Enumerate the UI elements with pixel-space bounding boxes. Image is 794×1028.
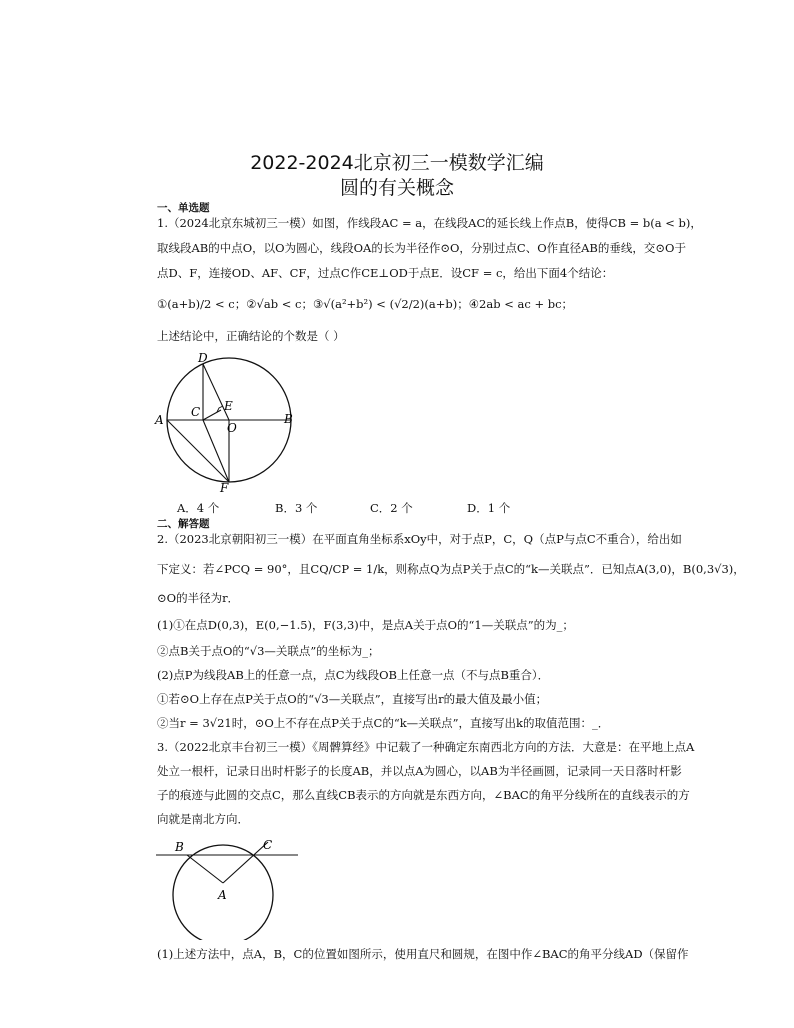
q2-line-2: 下定义：若∠PCQ = 90°，且CQ/CP = 1/k，则称点Q为点P关于点C的“k—关联点”．已知点A(3,0)，B(0,3√3)，: [157, 562, 745, 576]
label-b: B: [175, 840, 184, 854]
q1-option-a: A．4 个: [177, 501, 220, 515]
label-d: D: [198, 351, 208, 365]
section-answer: 二、解答题: [157, 518, 210, 530]
segment-ab: [187, 855, 223, 883]
segment-af: [167, 420, 229, 482]
q2-line-1: 2.（2023北京朝阳初三一模）在平面直角坐标系xOy中，对于点P，C，Q（点P与点C不重合），给出如: [157, 532, 682, 546]
document-title: 2022-2024北京初三一模数学汇编: [250, 152, 544, 174]
q3-circle-figure: [150, 835, 305, 940]
segment-cf: [203, 420, 229, 482]
q1-option-b: B．3 个: [275, 501, 318, 515]
q3-line-3: 子的痕迹与此圆的交点C，那么直线CB表示的方向就是东西方向，∠BAC的角平分线所在的直线表示的方: [157, 788, 690, 802]
q2-line-4: (1)①在点D(0,3)，E(0,−1.5)，F(3,3)中，是点A关于点O的“1—关联点”的为_；: [157, 618, 574, 632]
segment-ce: [203, 410, 221, 420]
label-c: C: [191, 405, 201, 419]
label-b: B: [284, 412, 293, 426]
q1-line-2: 取线段AB的中点O，以O为圆心，线段OA的长为半径作⊙O，分别过点C、O作直径AB的垂线，交⊙O于: [157, 241, 686, 255]
label-o: O: [227, 421, 237, 435]
q3-line-2: 处立一根杆，记录日出时杆影子的长度AB，并以点A为圆心，以AB为半径画圆，记录同一天日落时杆影: [157, 764, 682, 778]
label-a: A: [155, 413, 164, 427]
section-single-choice: 一、单选题: [157, 202, 210, 214]
document-subtitle: 圆的有关概念: [339, 177, 454, 199]
q2-line-6: (2)点P为线段AB上的任意一点，点C为线段OB上任意一点（不与点B重合）．: [157, 668, 550, 682]
q2-line-3: ⊙O的半径为r．: [157, 591, 240, 605]
q1-option-d: D．1 个: [467, 501, 511, 515]
q1-option-c: C．2 个: [370, 501, 413, 515]
q3-line-4: 向就是南北方向．: [157, 812, 249, 826]
q2-line-7: ①若⊙O上存在点P关于点O的“√3—关联点”，直接写出r的最大值及最小值；: [157, 692, 548, 706]
q3-part1: (1)上述方法中，点A，B，C的位置如图所示，使用直尺和圆规，在图中作∠BAC的角平分线AD（保留作: [157, 947, 689, 961]
q1-circle-figure: [150, 350, 300, 492]
label-c: C: [263, 838, 273, 852]
q2-line-8: ②当r = 3√21时，⊙O上不存在点P关于点C的“k—关联点”，直接写出k的取值范围：_．: [157, 716, 610, 730]
label-f: F: [220, 481, 229, 492]
q1-line-3: 点D、F，连接OD、AF、CF，过点C作CE⊥OD于点E．设CF = c，给出下面4个结论：: [157, 266, 614, 280]
q1-question: 上述结论中，正确结论的个数是（ ）: [157, 329, 345, 343]
label-e: E: [224, 399, 233, 413]
q1-conclusions: ①(a+b)/2 < c；②√ab < c；③√(a²+b²) < (√2/2)(a+b)；④2ab < ac + bc；: [157, 297, 574, 311]
q1-line-1: 1.（2024北京东城初三一模）如图，作线段AC = a，在线段AC的延长线上作点B，使得CB = b(a < b)，: [157, 216, 702, 230]
label-a: A: [218, 888, 227, 902]
q2-line-5: ②点B关于点O的“√3—关联点”的坐标为_；: [157, 644, 380, 658]
q3-line-1: 3.（2022北京丰台初三一模）《周髀算经》中记载了一种确定东南西北方向的方法．大意是：在平地上点A: [157, 740, 695, 754]
